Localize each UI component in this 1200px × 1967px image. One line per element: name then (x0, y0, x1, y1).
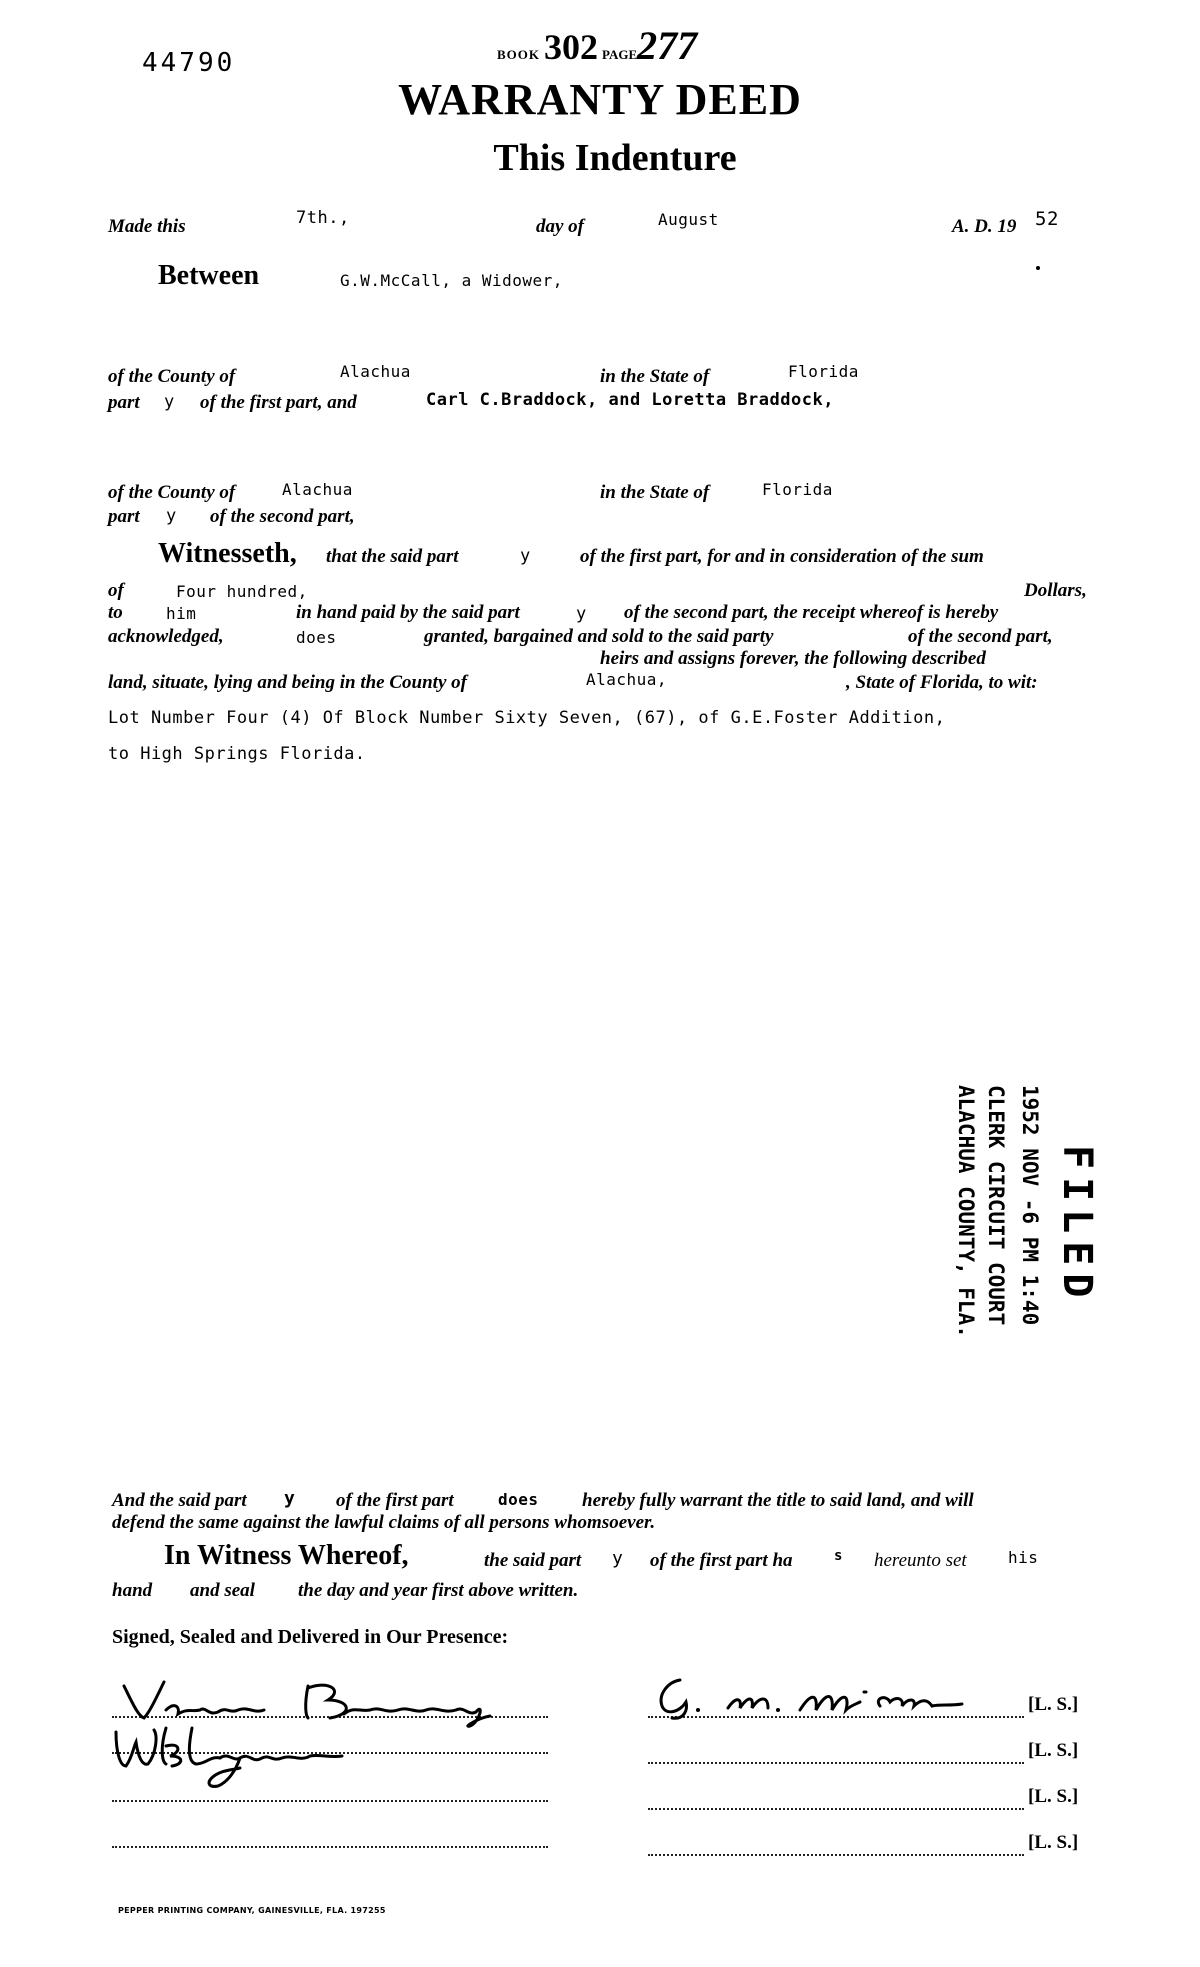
in-witness-text-1: the said part (484, 1550, 582, 1571)
deed-title: WARRANTY DEED (398, 75, 802, 124)
witnesseth-text-6: of the second part, (908, 626, 1053, 647)
legal-description-line-2: to High Springs Florida. (108, 744, 366, 764)
second-part-label: of the second part, (210, 506, 355, 527)
witness-line-4 (112, 1846, 548, 1848)
witnesseth-text-4: of the second part, the receipt whereof is hereby (624, 602, 999, 623)
book-page-stamp (497, 22, 697, 69)
in-witness-text-5: and seal (190, 1580, 255, 1601)
warranty-does: does (498, 1490, 539, 1509)
ls-label-4: [L. S.] (1028, 1832, 1079, 1853)
in-witness-label: In Witness Whereof, (164, 1540, 409, 1571)
first-party-label: part (108, 392, 140, 413)
legal-description-line-1: Lot Number Four (4) Of Block Number Sixty Seven, (67), of G.E.Foster Addition, (108, 708, 946, 728)
first-county-label: of the County of (108, 366, 236, 387)
year-value: 52 (1035, 208, 1059, 230)
second-party-suffix: y (166, 506, 177, 526)
warranty-text-4: defend the same against the lawful claims of all persons whomsoever. (112, 1512, 656, 1533)
filed-stamp-clerk: CLERK CIRCUIT COURT (984, 1085, 1008, 1326)
deed-subtitle: This Indenture (493, 137, 737, 179)
land-county-value: Alachua, (586, 670, 668, 689)
grantor-signature (650, 1672, 1010, 1722)
first-county-value: Alachua (340, 362, 411, 381)
witness-signature-2 (110, 1722, 350, 1792)
witnesseth-label: Witnesseth, (158, 538, 297, 569)
does-value: does (296, 628, 337, 647)
grantor-line-3 (648, 1808, 1024, 1810)
day-of-label: day of (536, 216, 585, 237)
witnesseth-text-7: heirs and assigns forever, the following described (600, 648, 986, 669)
page-number: 277 (637, 23, 698, 68)
witness-line-3 (112, 1800, 548, 1802)
witnesseth-party-suffix-2: y (576, 604, 587, 624)
filed-stamp-datetime: 1952 NOV -6 PM 1:40 (1018, 1085, 1042, 1326)
grantor-line-2 (648, 1762, 1024, 1764)
month-value: August (658, 210, 719, 229)
page-label: PAGE (602, 47, 638, 62)
to-whom-value: him (166, 604, 197, 623)
in-witness-party-suffix: y (612, 1548, 624, 1569)
filed-stamp (930, 1085, 1100, 1355)
ls-label-2: [L. S.] (1028, 1740, 1079, 1761)
ls-label-1: [L. S.] (1028, 1694, 1079, 1715)
second-state-label: in the State of (600, 482, 710, 503)
speck (1036, 266, 1040, 270)
grantor-name: G.W.McCall, a Widower, (340, 271, 563, 290)
second-county-value: Alachua (282, 480, 353, 499)
warranty-text-1: And the said part (112, 1490, 247, 1511)
warranty-text-3: hereby fully warrant the title to said land, and will (582, 1490, 974, 1511)
warranty-party-suffix: y (284, 1488, 296, 1509)
first-state-value: Florida (788, 362, 859, 381)
in-witness-text-6: the day and year first above written. (298, 1580, 579, 1601)
sum-value: Four hundred, (176, 582, 308, 601)
day-value: 7th., (296, 208, 350, 228)
second-county-label: of the County of (108, 482, 236, 503)
grantor-line-4 (648, 1854, 1024, 1856)
grantee-names: Carl C.Braddock, and Loretta Braddock, (426, 390, 834, 410)
in-witness-pronoun: his (1008, 1548, 1039, 1567)
witnesseth-text-5: granted, bargained and sold to the said party (424, 626, 774, 647)
to-label: to (108, 602, 123, 623)
made-this-label: Made this (108, 216, 186, 237)
acknowledged-label: acknowledged, (108, 626, 224, 647)
in-witness-text-4: hand (112, 1580, 153, 1601)
instrument-number: 44790 (142, 48, 236, 78)
dollars-label: Dollars, (1024, 580, 1087, 601)
first-state-label: in the State of (600, 366, 710, 387)
of-label: of (108, 580, 124, 601)
signed-sealed-label: Signed, Sealed and Delivered in Our Presence: (112, 1626, 509, 1648)
second-state-value: Florida (762, 480, 833, 499)
witnesseth-party-suffix: y (520, 546, 531, 566)
ls-label-3: [L. S.] (1028, 1786, 1079, 1807)
ad-label: A. D. 19 (952, 216, 1017, 237)
warranty-text-2: of the first part (336, 1490, 454, 1511)
witnesseth-text-2: of the first part, for and in consideration of the sum (580, 546, 984, 567)
witnesseth-text-8: land, situate, lying and being in the County of (108, 672, 467, 693)
in-witness-has-suffix: s (834, 1548, 843, 1564)
in-witness-text-3: hereunto set (874, 1550, 967, 1571)
filed-stamp-filed: FILED (1054, 1145, 1100, 1306)
book-number: 302 (544, 27, 599, 67)
filed-stamp-county: ALACHUA COUNTY, FLA. (954, 1085, 978, 1338)
book-label: BOOK (497, 47, 541, 62)
second-party-label: part (108, 506, 140, 527)
witnesseth-text-9: , State of Florida, to wit: (846, 672, 1038, 693)
in-witness-text-2: of the first part ha (650, 1550, 793, 1571)
witnesseth-text-1: that the said part (326, 546, 459, 567)
witness-signature-1 (118, 1672, 518, 1728)
printer-footer: PEPPER PRINTING COMPANY, GAINESVILLE, FLA. 197255 (118, 1906, 386, 1915)
first-part-and-label: of the first part, and (200, 392, 357, 413)
between-label: Between (158, 260, 260, 291)
witnesseth-text-3: in hand paid by the said part (296, 602, 520, 623)
first-party-suffix: y (164, 392, 175, 412)
